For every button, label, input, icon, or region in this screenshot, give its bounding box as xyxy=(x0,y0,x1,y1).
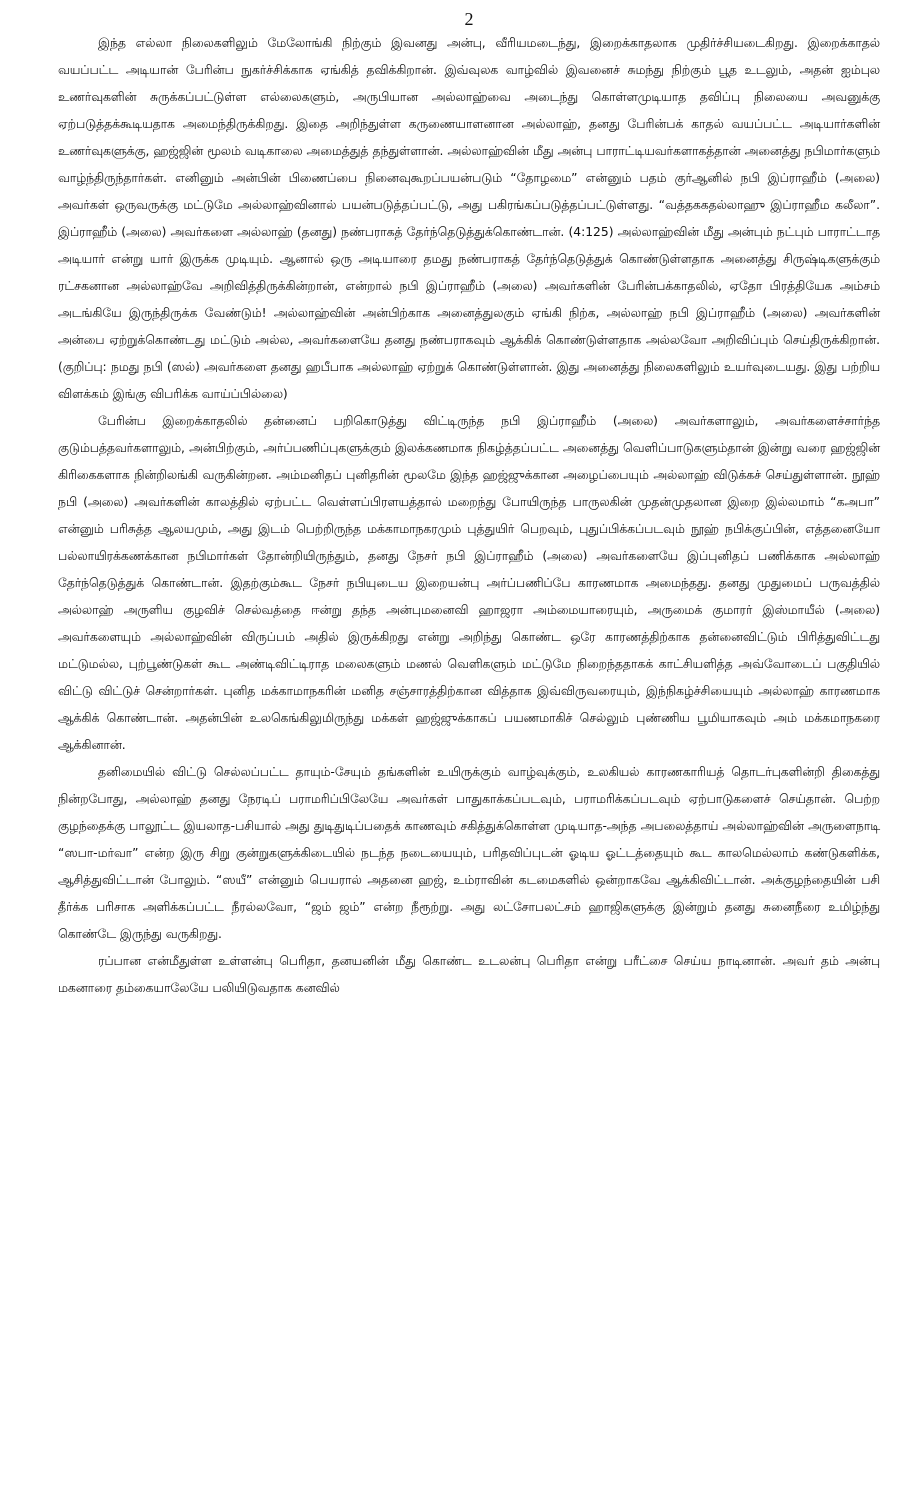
paragraph-1: இந்த எல்லா நிலைகளிலும் மேலோங்கி நிற்கும் இவனது அன்பு, வீரியமடைந்து, இறைக்காதலாக முதிர்ச்சியடைகிறது. இறைக்காதல் வயப்பட்ட அடியான் பேரின்ப நுகர்ச்சிக்காக ஏங்கித் தவிக்கிறான். இவ்வுலக வாழ்வில் இவனைச் சுமந்து நிற்கும் பூத உடலும், அதன் ஐம்புல உணர்வுகளின் சுருக்கப்பட்டுள்ள எல்லைகளும், அருபியான அல்லாஹ்வை அடைந்து கொள்ளமுடியாத தவிப்பு நிலையை அவனுக்கு ஏற்படுத்தக்கூடியதாக அமைந்திருக்கிறது. இதை அறிந்துள்ள கருணையாளனான அல்லாஹ், தனது பேரின்பக் காதல் வயப்பட்ட அடியார்களின் உணர்வுகளுக்கு, ஹஜ்ஜின் மூலம் வடிகாலை அமைத்துத் தந்துள்ளான். அல்லாஹ்வின் மீது அன்பு பாராட்டியவர்களாகத்தான் அனைத்து நபிமார்களும் வாழ்ந்திருந்தார்கள். எனினும் அன்பின் பிணைப்பை நினைவுகூறப்பயன்படும் “தோழமை” என்னும் பதம் குர்ஆனில் நபி இப்ராஹீம் (அலை) அவர்கள் ஒருவருக்கு மட்டுமே அல்லாஹ்வினால் பயன்படுத்தப்பட்டு, அது பகிரங்கப்படுத்தப்பட்டுள்ளது. “வத்தககதல்லாஹு இப்ராஹீம கலீலா”. இப்ராஹீம் (அலை) அவர்களை அல்லாஹ் (தனது) நண்பராகத் தேர்ந்தெடுத்துக்கொண்டான். (4:125) அல்லாஹ்வின் மீது அன்பும் நட்பும் பாராட்டாத அடியார் என்று யார் இருக்க முடியும். ஆனால் ஒரு அடியாரை தமது நண்பராகத் தேர்ந்தெடுத்துக் கொண்டுள்ளதாக அனைத்து சிருஷ்டிகளுக்கும் ரட்சகனான அல்லாஹ்வே அறிவித்திருக்கின்றான், என்றால் நபி இப்ராஹீம் (அலை) அவர்களின் பேரின்பக்காதலில், ஏதோ பிரத்தியேக அம்சம் அடங்கியே இருந்திருக்க வேண்டும்! அல்லாஹ்வின் அன்பிற்காக அனைத்துலகும் ஏங்கி நிற்க, அல்லாஹ் நபி இப்ராஹீம் (அலை) அவர்களின் அன்பை ஏற்றுக்கொண்டது மட்டும் அல்ல, அவர்களையே தனது நண்பராகவும் ஆக்கிக் கொண்டுள்ளதாக அல்லவோ அறிவிப்பும் செய்திருக்கிறான். (குறிப்பு: நமது நபி (ஸல்) அவர்களை தனது ஹபீபாக அல்லாஹ் ஏற்றுக் கொண்டுள்ளான். இது அனைத்து நிலைகளிலும் உயர்வுடையது. இது பற்றிய விளக்கம் இங்கு விபரிக்க வாய்ப்பில்லை) xyxy=(58,36,880,401)
paragraph-4: ரப்பான என்மீதுள்ள உள்ளன்பு பெரிதா, தனயனின் மீது கொண்ட உடலன்பு பெரிதா என்று பரீட்சை செய்ய நாடினான். அவர் தம் அன்பு மகனாரை தம்கையாலேயே பலியிடுவதாக கனவில் xyxy=(58,954,880,995)
paragraph-2: பேரின்ப இறைக்காதலில் தன்னைப் பறிகொடுத்து விட்டிருந்த நபி இப்ராஹீம் (அலை) அவர்களாலும், அவர்களைச்சார்ந்த குடும்பத்தவர்களாலும், அன்பிற்கும், அர்ப்பணிப்புகளுக்கும் இலக்கணமாக நிகழ்த்தப்பட்ட அனைத்து வெளிப்பாடுகளும்தான் இன்று வரை ஹஜ்ஜின் கிரிகைகளாக நின்றிலங்கி வருகின்றன. அம்மனிதப் புனிதரின் மூலமே இந்த ஹஜ்ஜுக்கான அழைப்பையும் அல்லாஹ் விடுக்கச் செய்துள்ளான். நூஹ் நபி (அலை) அவர்களின் காலத்தில் ஏற்பட்ட வெள்ளப்பிரளயத்தால் மறைந்து போயிருந்த பாருலகின் முதன்முதலான இறை இல்லமாம் “கஅபா” என்னும் பரிசுத்த ஆலயமும், அது இடம் பெற்றிருந்த மக்காமாநகரமும் புத்துயிர் பெறவும், புதுப்பிக்கப்படவும் நூஹ் நபிக்குப்பின், எத்தனையோ பல்லாயிரக்கணக்கான நபிமார்கள் தோன்றியிருந்தும், தனது நேசர் நபி இப்ராஹீம் (அலை) அவர்களையே இப்புனிதப் பணிக்காக அல்லாஹ் தேர்ந்தெடுத்துக் கொண்டான். இதற்கும்கூட நேசர் நபியுடைய இறையன்பு அர்ப்பணிப்பே காரணமாக அமைந்தது. தனது முதுமைப் பருவத்தில் அல்லாஹ் அருளிய குழவிச் செல்வத்தை ஈன்று தந்த அன்புமனைவி ஹாஜரா அம்மையாரையும், அருமைக் குமாரர் இஸ்மாயீல் (அலை) அவர்களையும் அல்லாஹ்வின் விருப்பம் அதில் இருக்கிறது என்று அறிந்து கொண்ட ஒரே காரணத்திற்காக தன்னைவிட்டும் பிரித்துவிட்டது மட்டுமல்ல, புற்பூண்டுகள் கூட அண்டிவிட்டிராத மலைகளும் மணல் வெளிகளும் மட்டுமே நிறைந்ததாகக் காட்சியளித்த அவ்வோடைப் பகுதியில் விட்டு விட்டுச் சென்றார்கள். புனித மக்காமாநகரின் மனித சஞ்சாரத்திற்கான வித்தாக இவ்விருவரையும், இந்நிகழ்ச்சியையும் அல்லாஹ் காரணமாக ஆக்கிக் கொண்டான். அதன்பின் உலகெங்கிலுமிருந்து மக்கள் ஹஜ்ஜுக்காகப் பயணமாகிச் செல்லும் புண்ணிய பூமியாகவும் அம் மக்கமாநகரை ஆக்கினான். xyxy=(58,414,880,752)
document-body xyxy=(58,30,880,1002)
page-number: 2 xyxy=(464,9,474,29)
paragraph-3: தனிமையில் விட்டு செல்லப்பட்ட தாயும்-சேயும் தங்களின் உயிருக்கும் வாழ்வுக்கும், உலகியல் காரணகாரியத் தொடர்புகளின்றி திகைத்து நின்றபோது, அல்லாஹ் தனது நேரடிப் பராமரிப்பிலேயே அவர்கள் பாதுகாக்கப்படவும், பராமரிக்கப்படவும் ஏற்பாடுகளைச் செய்தான். பெற்ற குழந்தைக்கு பாலூட்ட இயலாத-பசியால் அது துடிதுடிப்பதைக் காணவும் சகித்துக்கொள்ள முடியாத-அந்த அபலைத்தாய் அல்லாஹ்வின் அருளைநாடி “ஸபா-மர்வா” என்ற இரு சிறு குன்றுகளுக்கிடையில் நடந்த நடையையும், பரிதவிப்புடன் ஓடிய ஓட்டத்தையும் கூட காலமெல்லாம் கண்டுகளிக்க, ஆசித்துவிட்டான் போலும். “ஸயீ” என்னும் பெயரால் அதனை ஹஜ், உம்ராவின் கடமைகளில் ஒன்றாகவே ஆக்கிவிட்டான். அக்குழந்தையின் பசி தீர்க்க பரிசாக அளிக்கப்பட்ட நீரல்லவோ, “ஜம் ஜம்” என்ற நீரூற்று. அது லட்சோபலட்சம் ஹாஜிகளுக்கு இன்றும் தனது சுனைநீரை உமிழ்ந்து கொண்டே இருந்து வருகிறது. xyxy=(58,765,880,941)
